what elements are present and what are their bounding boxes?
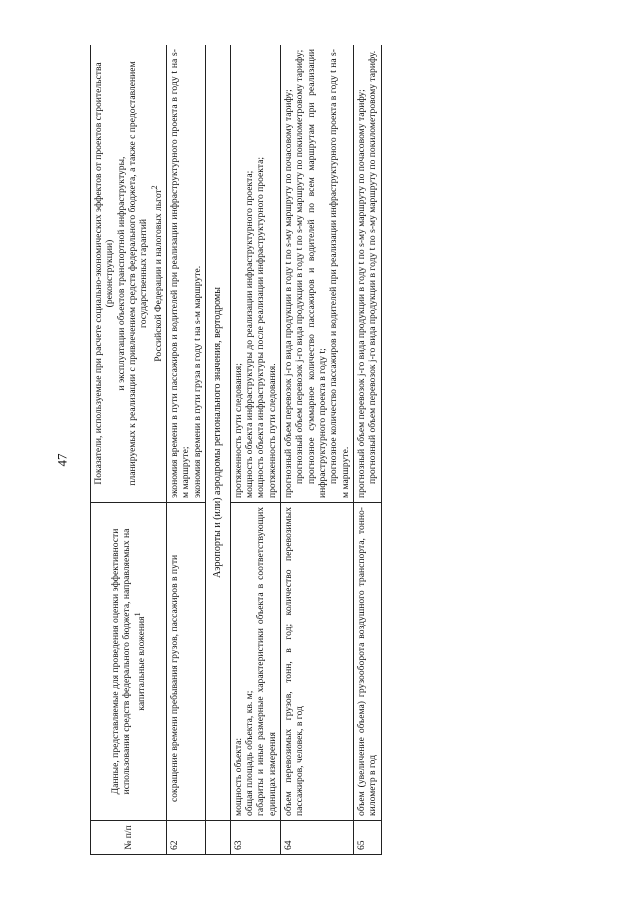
row-indicator-line: прогнозное количество пассажиров и водителей при реализации инфраструктурного проекта в году t на s-м маршруте. — [328, 49, 351, 498]
row-indicator-line: протяженность пути следования. — [266, 363, 278, 498]
row-indicators-cell — [230, 45, 280, 503]
row-indicator-line: прогнозный объем перевозок j-го вида продукции в году t по s-му маршруту по почасовому тарифу; — [355, 89, 367, 498]
row-indicators-cell — [353, 45, 381, 503]
row-number: 62 — [167, 821, 206, 855]
table-row — [281, 45, 354, 855]
table-row — [230, 45, 280, 855]
table-container — [90, 45, 590, 855]
header-indicators — [91, 45, 167, 503]
header-indicators-footnote: 2 — [149, 185, 159, 190]
header-indicators-line: планируемых к реализации с привлечением средств федерального бюджета, а также с предоставлением государственных гарантий — [126, 61, 150, 486]
row-indicator-line: мощность объекта инфраструктуры после реализации инфраструктурного проекта; — [255, 156, 267, 498]
header-data-text: Данные, представляемые для проведения оценки эффективности использования средств федерального бюджета, направляемых на капитальные вложения — [109, 528, 147, 795]
row-number: 63 — [230, 821, 280, 855]
header-indicators-line: Показатели, используемые при расчете социально-экономических эффектов от проектов строительства (реконструкции) — [93, 62, 116, 485]
row-number: 65 — [353, 821, 381, 855]
row-number: 64 — [281, 821, 354, 855]
row-data-cell — [353, 503, 381, 821]
row-data-line: объем (увеличение объема) грузооборота воздушного транспорта, тонно-километр в год — [355, 507, 379, 816]
row-data-cell — [167, 503, 206, 821]
row-indicators-cell — [281, 45, 354, 503]
table-spacer-row — [206, 45, 231, 855]
table-row — [167, 45, 206, 855]
table-row — [353, 45, 381, 855]
row-indicator-line: прогнозное суммарное количество пассажиров и водителей по всем маршрутам при реализации инфраструктурного проекта в году t; — [305, 49, 328, 498]
table-header-row — [91, 45, 167, 855]
row-data-line: сокращение времени пребывания грузов, пассажиров в пути — [169, 554, 181, 802]
row-data-cell — [281, 503, 354, 821]
indicators-table — [90, 45, 382, 855]
row-indicator-line: прогнозный объем перевозок j-го вида продукции в году t по s-му маршруту по покилометровому тарифу. — [367, 50, 379, 484]
row-indicator-line: прогнозный объем перевозок j-го вида продукции в году t по s-му маршруту по покилометровому тарифу; — [294, 49, 306, 484]
row-data-cell — [230, 503, 280, 821]
row-data-line: общая площадь объекта, кв. м; — [244, 690, 256, 816]
header-data-footnote: 1 — [132, 612, 142, 617]
row-indicators-cell — [167, 45, 206, 503]
row-indicator-line: прогнозный объем перевозок j-го вида продукции в году t по s-му маршруту по почасовому тарифу; — [283, 89, 295, 498]
row-indicator-line: мощность объекта инфраструктуры до реализации инфраструктурного проекта; — [244, 170, 256, 498]
header-data — [91, 503, 167, 821]
header-num: № п/п — [91, 821, 167, 855]
header-indicators-line — [150, 49, 165, 498]
header-indicators-text: Российской Федерации и налоговых льгот — [152, 189, 164, 362]
row-indicator-line: экономия времени в пути пассажиров и водителей при реализации инфраструктурного проекта в году t на s-м маршруте; — [169, 49, 192, 498]
spacer-cell — [206, 821, 231, 855]
row-data-line: объем перевозимых грузов, тонн, в год; количество перевозимых пассажиров, человек, в год — [283, 507, 306, 816]
header-indicators-line: и эксплуатации объектов транспортной инфраструктуры, — [115, 156, 127, 391]
page-number: 47 — [54, 453, 70, 467]
row-indicator-line: экономия времени в пути груза в году t на s-м маршруте. — [191, 265, 203, 498]
row-data-line: габариты и иные размерные характеристики объекта в соответствующих единицах измерения — [255, 507, 278, 816]
row-indicator-line: протяженность пути следования; — [232, 363, 244, 498]
rotated-table-frame — [90, 45, 590, 855]
row-data-line: мощность объекта: — [232, 737, 244, 816]
section-title: Аэропорты и (или) аэродромы регионального значения, вертодромы — [206, 45, 231, 821]
